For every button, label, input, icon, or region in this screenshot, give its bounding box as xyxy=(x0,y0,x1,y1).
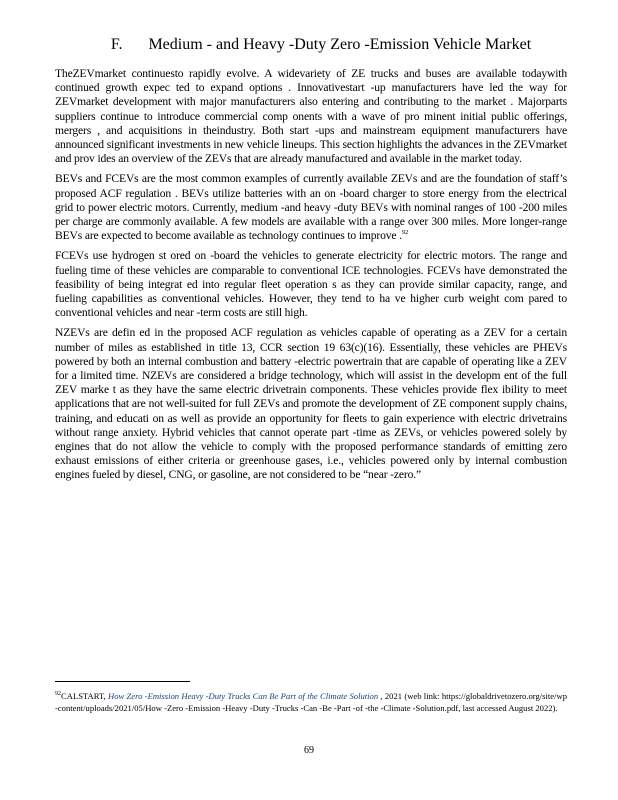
footnote-divider xyxy=(55,681,190,682)
section-heading xyxy=(56,36,586,54)
page-number: 69 xyxy=(304,745,314,756)
footnote-details: , 2021 (web link: https://globaldrivetozero.org/site/wp -content/uploads/2021/05/How -Zero -Emission -Heavy -Duty -Trucks -Can -Be -Part -of -the -Climate -Solution.pdf, last accessed August 2022). xyxy=(55,691,567,713)
footnote-reference: 92 xyxy=(401,229,409,237)
paragraph-zev-market: TheZEVmarket continuesto rapidly evolve. A widevariety of ZE trucks and buses are available todaywith continued growth expec ted to expand options . Innovativestart -up manufacturers have led the way for ZEVmarket development with major manufacturers also entering and contributing to the market . Majorparts suppliers continue to introduce commercial comp onents with a wave of pro minent initial public offerings, mergers , and acquisitions in theindustry. Both start -ups and mainstream equipment manufacturers have announced significant investments in new vehicle lineups. This section highlights the advances in the ZEVmarket and prov ides an overview of the ZEVs that are already manufactured and available in the market today. xyxy=(55,67,567,166)
paragraph-nzev: NZEVs are defin ed in the proposed ACF regulation as vehicles capable of operating as a ZEV for a certain number of miles as established in title 13, CCR section 19 63(c)(16). Essentially, these vehicles are PHEVs powered by both an internal combustion and battery -electric powertrain that are capable of operating like a ZEV for a limited time. NZEVs are considered a bridge technology, which will assist in the developm ent of the full ZEV marke t as they have the same electric drivetrain components. These vehicles provide flex ibility to meet applications that are not well-suited for full ZEVs and promote the development of ZE component supply chains, training, and educati on as well as provide an opportunity for fleets to gain experience with electric drivetrains without range anxiety. Hybrid vehicles that cannot operate part -time as ZEVs, or vehicles powered solely by engines that do not allow the vehicle to comply with the proposed performance standards of emitting zero exhaust emissions of either criteria or greenhouse gases, i.e., vehicles powered only by internal combustion engines fueled by diesel, CNG, or gasoline, are not considered to be “near -zero.” xyxy=(55,326,567,482)
section-title: Medium - and Heavy -Duty Zero -Emission Vehicle Market xyxy=(148,36,532,53)
paragraph-bev-fcev xyxy=(55,172,567,243)
footnote-marker: 92 xyxy=(55,691,61,698)
footnote xyxy=(55,690,567,714)
paragraph-fcev: FCEVs use hydrogen st ored on -board the vehicles to generate electricity for electric motors. The range and fueling time of these vehicles are comparable to conventional ICE technologies. FCEVs have demonstrated the feasibility of being integrat ed into regular fleet operation s as they can provide similar capacity, range, and fueling capabilities as conventional vehicles. However, they tend to ha ve higher curb weight com pared to conventional vehicles and near -term costs are still high. xyxy=(55,249,567,320)
paragraph-bev-fcev-text: BEVs and FCEVs are the most common examples of currently available ZEVs and are the foundation of staff’s proposed ACF regulation . BEVs utilize batteries with an on -board charger to store energy from the electrical grid to power electric motors. Currently, medium -and heavy -duty BEVs with nominal ranges of 100 -200 miles per charge are commonly available. A few models are available with a range over 300 miles. More longer-range BEVs are expected to become available as technology continues to improve . xyxy=(55,172,567,243)
footnote-source: CALSTART, xyxy=(61,691,108,701)
body-text xyxy=(55,67,567,489)
footnote-citation-link[interactable]: How Zero -Emission Heavy -Duty Trucks Can Be Part of the Climate Solution xyxy=(108,691,379,701)
section-number: F. xyxy=(110,36,123,53)
